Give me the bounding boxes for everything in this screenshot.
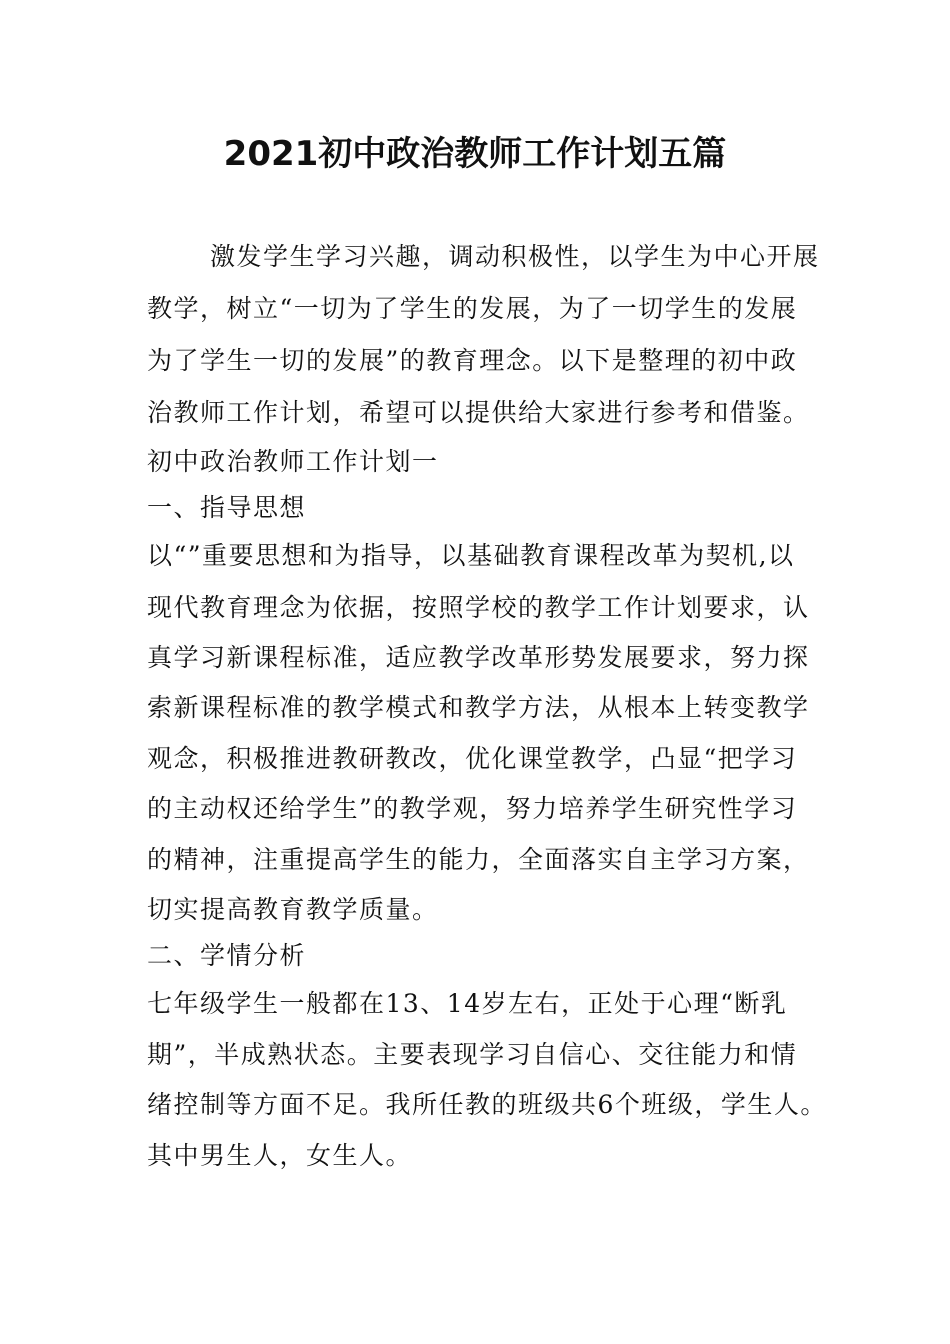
paragraph-line: 其中男生人，女生人。 <box>147 1141 413 1170</box>
paragraph-line: 绪控制等方面不足。我所任教的班级共6个班级，学生人。 <box>147 1090 827 1119</box>
paragraph-line: 为了学生一切的发展”的教育理念。以下是整理的初中政 <box>147 346 798 375</box>
paragraph-line: 观念，积极推进教研教改，优化课堂教学，凸显“把学习 <box>147 744 798 773</box>
section-heading: 初中政治教师工作计划一 <box>147 447 439 476</box>
section-heading: 二、学情分析 <box>147 941 307 970</box>
paragraph-line: 教学，树立“一切为了学生的发展，为了一切学生的发展 <box>147 294 798 323</box>
paragraph-line: 以“”重要思想和为指导，以基础教育课程改革为契机,以 <box>147 541 795 570</box>
paragraph-line: 的精神，注重提高学生的能力，全面落实自主学习方案， <box>147 845 810 874</box>
paragraph-line: 切实提高教育教学质量。 <box>147 895 439 924</box>
paragraph-line: 现代教育理念为依据，按照学校的教学工作计划要求，认 <box>147 593 810 622</box>
paragraph-line: 七年级学生一般都在13、14岁左右，正处于心理“断乳 <box>147 989 788 1018</box>
paragraph-line: 激发学生学习兴趣，调动积极性，以学生为中心开展 <box>210 242 820 271</box>
paragraph-line: 治教师工作计划，希望可以提供给大家进行参考和借鉴。 <box>147 398 810 427</box>
paragraph-line: 期”，半成熟状态。主要表现学习自信心、交往能力和情 <box>147 1040 798 1069</box>
paragraph-line: 的主动权还给学生”的教学观，努力培养学生研究性学习 <box>147 794 798 823</box>
section-heading: 一、指导思想 <box>147 493 307 522</box>
document-title: 2021初中政治教师工作计划五篇 <box>223 134 727 174</box>
paragraph-line: 真学习新课程标准，适应教学改革形势发展要求，努力探 <box>147 643 810 672</box>
paragraph-line: 索新课程标准的教学模式和教学方法，从根本上转变教学 <box>147 693 810 722</box>
